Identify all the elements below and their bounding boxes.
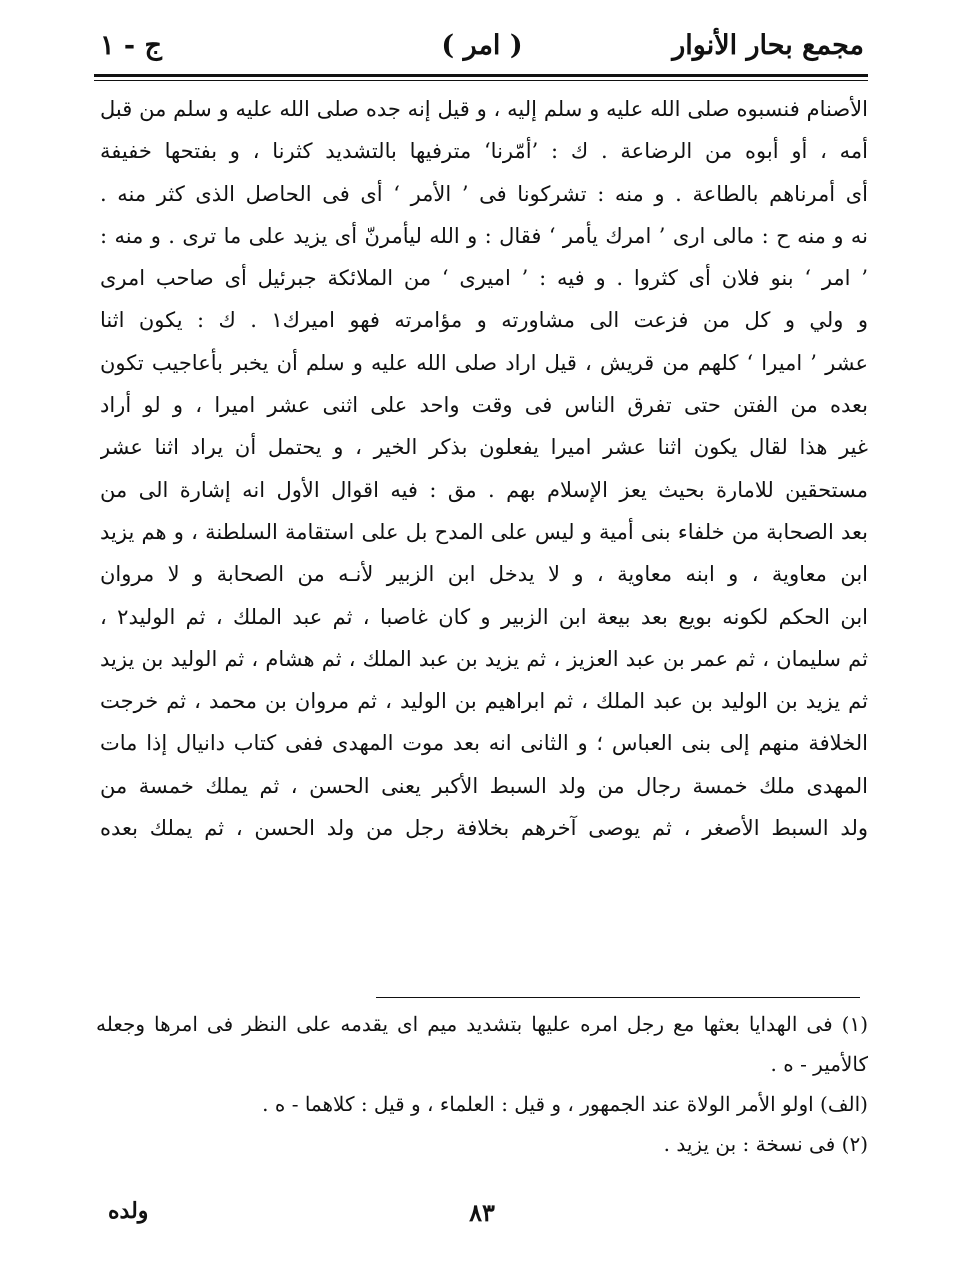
text-line: بعد الصحابة من خلفاء بنى أمية و ليس على المدح بل على استقامة السلطنة ، و هم يزيد bbox=[100, 519, 868, 544]
text-line: مستحقين للامارة بحيث يعز الإسلام بهم . مق : فيه اقوال الأول انه إشارة الى من bbox=[100, 477, 868, 502]
text-line: غير هذا لقال يكون اثنا عشر اميرا يفعلون بذكر الخير ، و يحتمل أن يراد اثنا عشر bbox=[100, 435, 868, 460]
footnotes bbox=[96, 1004, 868, 1164]
entry-word: ( امر ) bbox=[441, 30, 523, 61]
text-line: بعده من الفتن حتى تفرق الناس فى وقت واحد على اثنى عشر اميرا ، و لو أراد bbox=[100, 393, 868, 418]
running-header bbox=[100, 26, 864, 70]
text-line: ابن الحكم لكونه بويع بعد بيعة ابن الزبير و كان غاصبا ، ثم عبد الملك ، ثم الوليد٢ ، bbox=[100, 604, 868, 629]
body-text bbox=[100, 88, 868, 849]
text-line: ولد السبط الأصغر ، ثم يوصى آخرهم بخلافة رجل من ولد الحسن ، ثم يملك بعده bbox=[100, 816, 868, 841]
header-rule-thin bbox=[94, 80, 868, 81]
header-rule-thick bbox=[94, 74, 868, 77]
text-line: ثم سليمان ، ثم عمر بن عبد العزيز ، ثم يزيد بن عبد الملك ، ثم هشام ، ثم الوليد بن يزيد bbox=[100, 646, 868, 671]
page-footer bbox=[100, 1198, 864, 1238]
footnote-rule bbox=[376, 997, 860, 998]
text-line: ثم يزيد بن الوليد بن عبد الملك ، ثم ابراهيم بن الوليد ، ثم مروان بن محمد ، ثم خرجت bbox=[100, 689, 868, 714]
footnote-line: (١) فى الهدايا بعثها مع رجل امره عليها بتشديد ميم اى يقدمه على النظر فى امرها وجعله bbox=[96, 1012, 868, 1036]
text-line: المهدى ملك خمسة رجال من ولد السبط الأكبر يعنى الحسن ، ثم يملك خمسة من bbox=[100, 773, 868, 798]
text-line: الأصنام فنسبوه صلى الله عليه و سلم إليه ، و قيل إنه جده صلى الله عليه و سلم من قبل bbox=[100, 97, 868, 121]
footnote-line: (٢) فى نسخة : بن يزيد . bbox=[663, 1132, 868, 1156]
text-line: ابن معاوية ، و ابنه معاوية ، و لا يدخل ابن الزبير لأنـه من الصحابة و لا مروان bbox=[100, 562, 868, 587]
text-line: و ولي و كل من فزعت الى مشاورته و مؤامرته فهو اميرك١ . ك : يكون اثنا bbox=[100, 308, 868, 333]
footnote-line: (الف) اولو الأمر الولاة عند الجمهور ، و قيل : العلماء ، و قيل : كلاهما - ه . bbox=[262, 1092, 868, 1116]
book-title: مجمع بحار الأنوار bbox=[672, 30, 864, 61]
text-line: أى أمرناهم بالطاعة . و منه : تشركونا فى ’ الأمر ‘ أى فى الحاصل الذى كثر منه . bbox=[100, 181, 868, 206]
text-line: أمه ، أو أبوه من الرضاعة . ك : ’أمّرنا‘ مترفيها بالتشديد كثرنا ، و بفتحها خفيفة bbox=[100, 139, 868, 164]
text-line: نه و منه ح : مالى ارى ’ امرك يأمر ‘ فقال : و الله ليأمرنّ أى يزيد على ما ترى . و منه : bbox=[100, 223, 868, 248]
footnote-line: كالأمير - ه . bbox=[770, 1052, 868, 1076]
text-line: عشر ’ اميرا ‘ كلهم من قريش ، قيل اراد صلى الله عليه و سلم أن يخبر بأعاجيب تكون bbox=[100, 350, 868, 375]
page-number: ٨٣ bbox=[469, 1198, 495, 1227]
text-line: ’ امر ‘ بنو فلان أى كثروا . و فيه : ’ اميرى ‘ من الملائكة جبرئيل أى صاحب امرى bbox=[100, 266, 868, 291]
catchword: ولده bbox=[108, 1198, 149, 1224]
text-line: الخلافة منهم إلى بنى العباس ؛ و الثانى انه بعد موت المهدى ففى كتاب دانيال إذا مات bbox=[100, 731, 868, 756]
volume-label: ج - ١ bbox=[100, 30, 162, 61]
